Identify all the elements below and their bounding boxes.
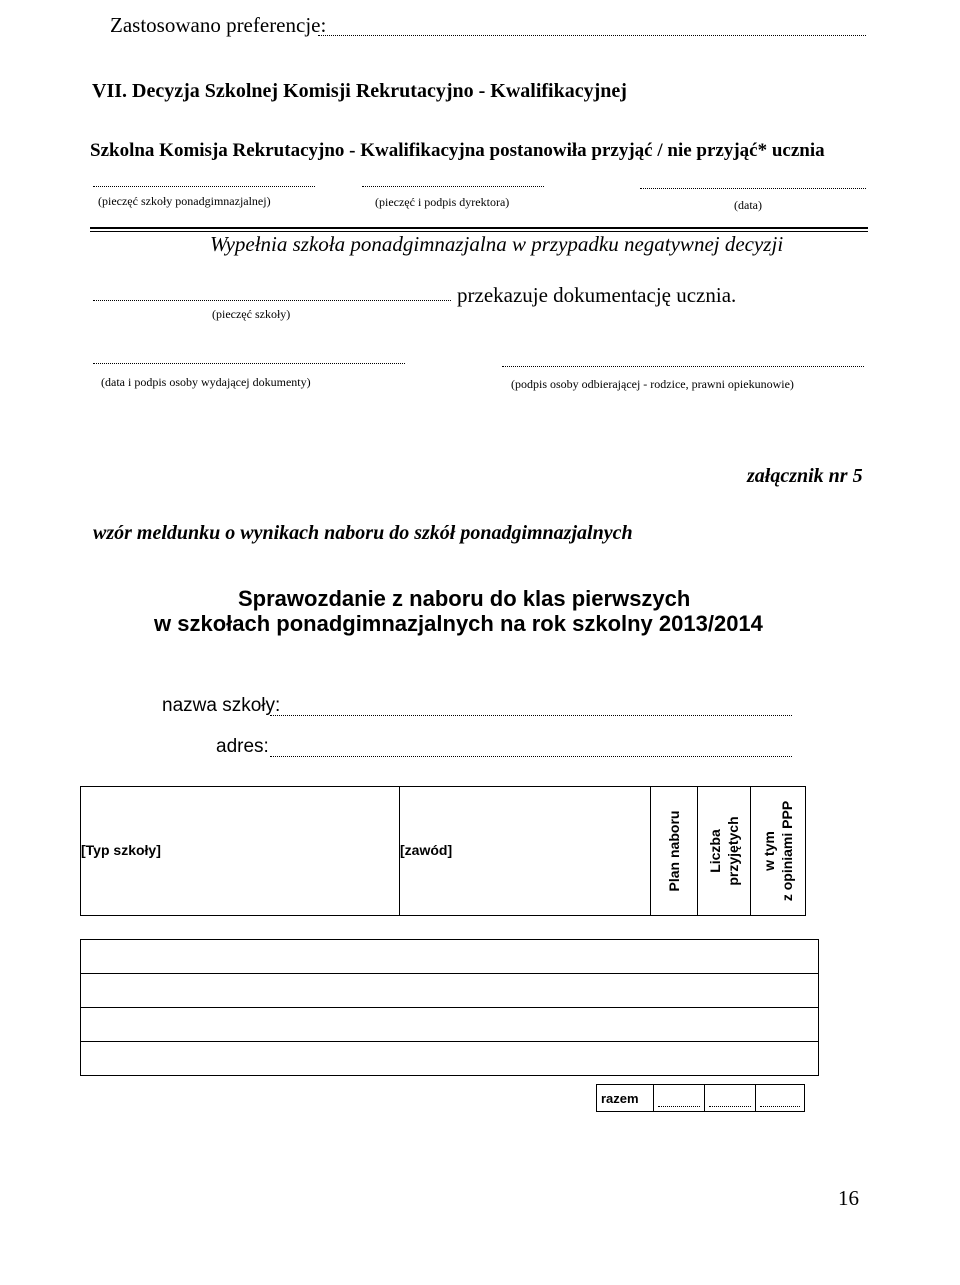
report-table-body (80, 939, 819, 1076)
transfer-school-stamp-line (93, 300, 451, 301)
header-profession-label: [zawód] (400, 842, 453, 858)
director-stamp-line (362, 186, 544, 187)
address-line (270, 756, 792, 757)
receiver-caption: (podpis osoby odbierającej - rodzice, prawni opiekunowie) (511, 377, 794, 391)
header-school-type (81, 787, 400, 916)
date-line (640, 188, 866, 189)
table-row (81, 940, 819, 974)
school-stamp-caption: (pieczęć szkoły ponadgimnazjalnej) (98, 194, 271, 208)
receiver-signature-line (502, 366, 864, 367)
issuer-caption: (data i podpis osoby wydającej dokumenty) (101, 375, 311, 389)
header-plan-label: Plan naboru (666, 810, 682, 892)
negative-decision-note: Wypełnia szkoła ponadgimnazjalna w przypadku negatywnej decyzji (210, 232, 784, 256)
school-name-line (270, 715, 792, 716)
page-number: 16 (838, 1186, 859, 1210)
decision-sentence: Szkolna Komisja Rekrutacyjno - Kwalifikacyjna postanowiła przyjąć / nie przyjąć* ucznia (90, 140, 825, 161)
header-school-type-label: [Typ szkoły] (81, 842, 161, 858)
form-title: wzór meldunku o wynikach naboru do szkół ponadgimnazjalnych (93, 522, 633, 544)
total-table (596, 1084, 805, 1112)
report-table-header (80, 786, 806, 916)
issuer-signature-line (93, 363, 405, 364)
transfer-stamp-caption: (pieczęć szkoły) (212, 307, 291, 321)
total-label: razem (597, 1085, 654, 1112)
attachment-label: załącznik nr 5 (747, 465, 863, 487)
header-plan (651, 787, 698, 916)
row-cell[interactable] (81, 940, 819, 974)
preferences-label: Zastosowano preferencje: (110, 13, 327, 37)
header-ppp (751, 787, 806, 916)
row-cell[interactable] (81, 1008, 819, 1042)
row-cell[interactable] (81, 974, 819, 1008)
total-plan-cell[interactable] (654, 1085, 705, 1112)
date-caption: (data) (734, 198, 762, 212)
report-title-line2: w szkołach ponadgimnazjalnych na rok szkolny 2013/2014 (154, 611, 763, 636)
header-admitted-label: Liczba przyjętych (707, 816, 741, 886)
header-admitted (698, 787, 751, 916)
report-title-line1: Sprawozdanie z naboru do klas pierwszych (238, 586, 691, 611)
table-row (81, 974, 819, 1008)
total-admitted-cell[interactable] (705, 1085, 756, 1112)
school-stamp-line (93, 186, 315, 187)
table-row (81, 1008, 819, 1042)
header-profession (400, 787, 651, 916)
director-stamp-caption: (pieczęć i podpis dyrektora) (375, 195, 510, 209)
total-ppp-cell[interactable] (756, 1085, 805, 1112)
table-row (81, 1042, 819, 1076)
row-cell[interactable] (81, 1042, 819, 1076)
section-divider (90, 227, 868, 229)
transfer-text: przekazuje dokumentację ucznia. (457, 283, 737, 307)
preferences-dotted-line (318, 35, 866, 36)
school-name-label: nazwa szkoły: (162, 695, 281, 716)
section-title: VII. Decyzja Szkolnej Komisji Rekrutacyjno - Kwalifikacyjnej (92, 80, 627, 102)
address-label: adres: (216, 736, 269, 757)
header-ppp-label: w tym z opiniami PPP (761, 800, 795, 902)
